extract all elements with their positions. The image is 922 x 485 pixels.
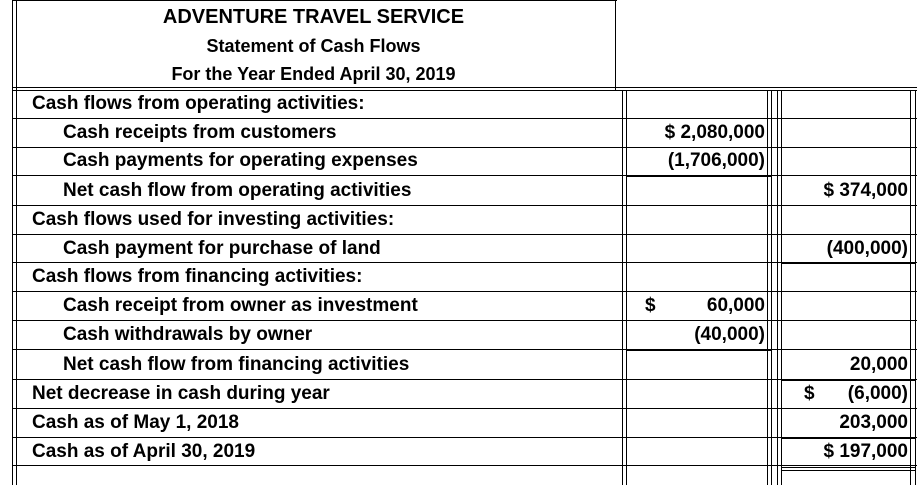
amount-purchase-land: (400,000) <box>826 238 908 259</box>
dollar-sign-net-decrease: $ <box>804 383 815 404</box>
col2-right-inner-rule <box>915 90 916 485</box>
col2-underline <box>781 263 915 264</box>
col1-underline <box>626 176 772 177</box>
col1-right-inner-rule <box>771 90 772 485</box>
amount-cash-ending: $ 197,000 <box>823 441 908 462</box>
row-label-cash-ending: Cash as of April 30, 2019 <box>32 441 256 462</box>
row-rule <box>12 349 917 350</box>
row-label-financing-header: Cash flows from financing activities: <box>32 266 363 287</box>
col1-left-inner-rule <box>626 90 627 485</box>
amount-net-financing: 20,000 <box>849 354 908 375</box>
amount-net-decrease: (6,000) <box>847 383 908 404</box>
amount-payments-operating: (1,706,000) <box>667 150 765 171</box>
cash-flow-statement <box>12 0 917 485</box>
amount-net-operating: $ 374,000 <box>823 180 908 201</box>
col2-right-rule <box>910 90 911 485</box>
row-label-owner-investment: Cash receipt from owner as investment <box>63 295 418 316</box>
statement-period: For the Year Ended April 30, 2019 <box>171 64 456 84</box>
row-label-receipts-customers: Cash receipts from customers <box>63 122 337 143</box>
row-label-owner-withdrawals: Cash withdrawals by owner <box>63 324 313 345</box>
row-label-purchase-land: Cash payment for purchase of land <box>63 238 381 259</box>
dollar-sign-owner-investment: $ <box>645 295 656 316</box>
amount-cash-beginning: 203,000 <box>839 412 908 433</box>
col1-right-rule <box>767 90 768 485</box>
row-label-net-operating: Net cash flow from operating activities <box>63 180 412 201</box>
company-name: ADVENTURE TRAVEL SERVICE <box>162 6 465 28</box>
col2-left-inner-rule <box>781 90 782 485</box>
row-label-net-decrease: Net decrease in cash during year <box>32 383 330 404</box>
statement-title: Statement of Cash Flows <box>206 36 421 56</box>
col2-left-rule <box>777 90 778 485</box>
col1-left-rule <box>622 90 623 485</box>
col2-double-underline <box>781 470 915 471</box>
row-label-cash-beginning: Cash as of May 1, 2018 <box>32 412 239 433</box>
col1-underline <box>626 350 772 351</box>
row-label-operating-header: Cash flows from operating activities: <box>32 93 365 114</box>
frame-top-rule <box>12 0 617 1</box>
col2-double-underline <box>781 467 915 468</box>
header-separator-top <box>12 87 917 88</box>
row-label-net-financing: Net cash flow from financing activities <box>63 354 410 375</box>
amount-owner-withdrawals: (40,000) <box>694 324 765 345</box>
title-right-rule <box>615 0 616 90</box>
amount-owner-investment: 60,000 <box>706 295 765 316</box>
row-rule <box>12 175 917 176</box>
amount-receipts-customers: $ 2,080,000 <box>664 122 765 143</box>
row-label-payments-operating: Cash payments for operating expenses <box>63 150 418 171</box>
row-label-investing-header: Cash flows used for investing activities: <box>32 209 395 230</box>
